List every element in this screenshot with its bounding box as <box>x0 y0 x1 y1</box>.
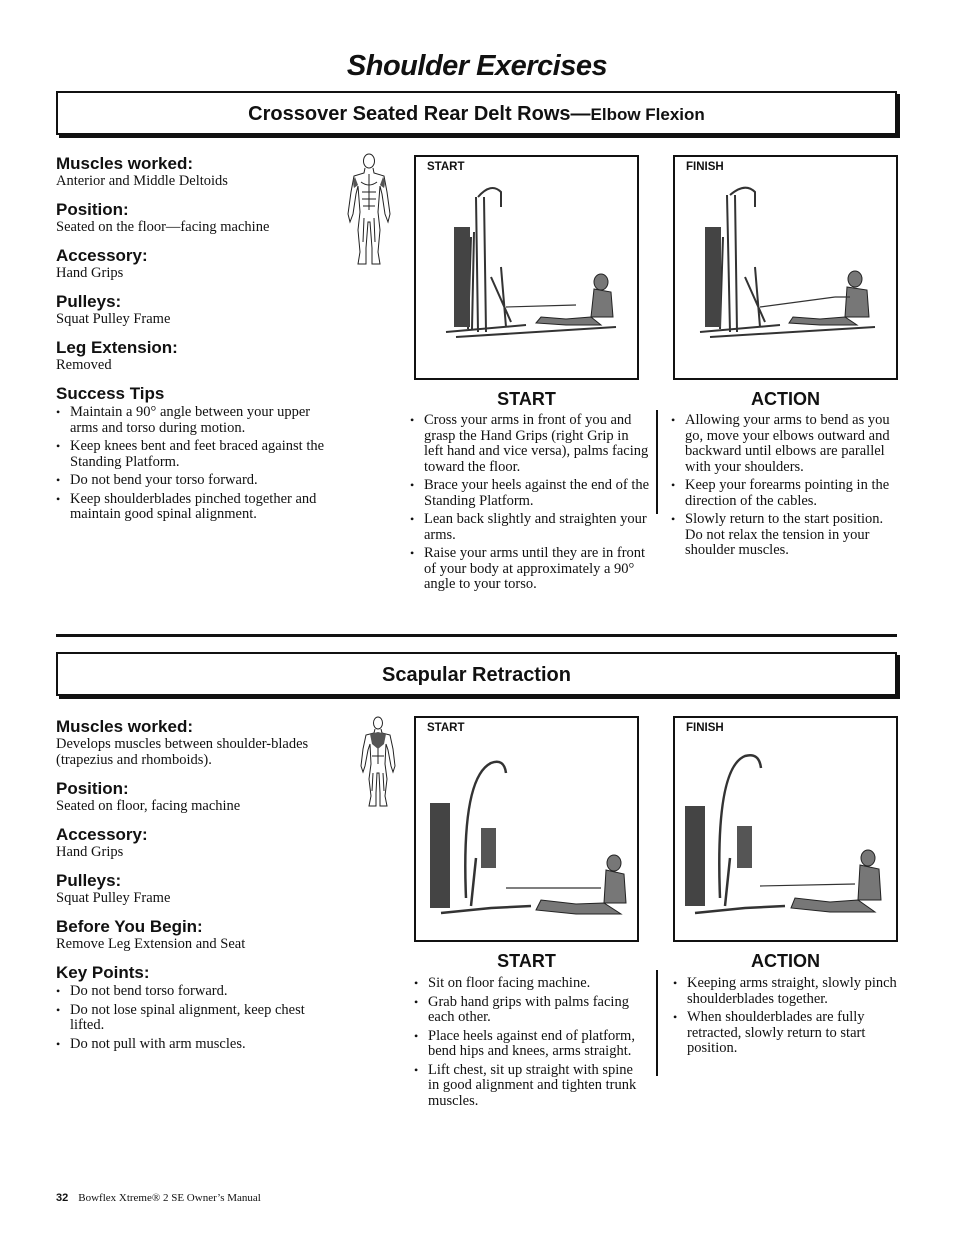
section1-title-box <box>56 91 897 135</box>
list-item: • When shoulderblades are fully retracted, slowly return to start position. <box>673 1010 899 1057</box>
list-item: • Lift chest, sit up straight with spine in good alignment and tighten trunk muscles. <box>414 1063 644 1110</box>
list-item: • Sit on floor facing machine. <box>414 976 644 992</box>
before-you-begin-value: Remove Leg Extension and Seat <box>56 936 246 952</box>
list-item: • Place heels against end of platform, bend hips and knees, arms straight. <box>414 1029 644 1060</box>
column-divider <box>656 970 658 1076</box>
section2-details <box>56 717 341 1055</box>
key-points-list <box>56 984 341 1052</box>
list-item: • Keep knees bent and feet braced against the Standing Platform. <box>56 439 341 470</box>
page-title: Shoulder Exercises <box>346 50 608 82</box>
machine-illustration <box>416 718 637 940</box>
pulleys-label: Pulleys: <box>56 292 122 311</box>
action-list <box>671 413 897 562</box>
start-heading: START <box>497 951 556 971</box>
accessory-value: Hand Grips <box>56 844 124 860</box>
start-photo <box>414 716 639 942</box>
muscles-value: Develops muscles between shoulder-blades (trapezius and rhomboids). <box>56 736 309 768</box>
start-list <box>410 413 650 596</box>
page-number: 32 <box>56 1192 69 1204</box>
list-item: • Slowly return to the start position. Do not relax the tension in your shoulder muscles. <box>671 512 897 559</box>
pulleys-value: Squat Pulley Frame <box>56 311 171 327</box>
leg-extension-value: Removed <box>56 357 112 373</box>
list-item: • Brace your heels against the end of the Standing Platform. <box>410 478 650 509</box>
position-value: Seated on the floor—facing machine <box>56 219 270 235</box>
list-item: • Allowing your arms to bend as you go, move your elbows outward and backward until elbows are parallel with your shoulders. <box>671 413 897 475</box>
photo-start-tag: START <box>427 161 465 173</box>
section2-title: Scapular Retraction <box>382 664 571 686</box>
machine-illustration <box>675 157 896 378</box>
page-footer <box>56 1192 261 1204</box>
manual-title: Bowflex Xtreme® 2 SE Owner’s Manual <box>78 1192 261 1204</box>
accessory-label: Accessory: <box>56 246 148 265</box>
list-item: • Do not pull with arm muscles. <box>56 1037 341 1053</box>
photo-finish-tag: FINISH <box>686 722 724 734</box>
start-heading: START <box>497 389 556 409</box>
action-list <box>673 976 899 1060</box>
muscles-label: Muscles worked: <box>56 154 193 173</box>
list-item: • Cross your arms in front of you and grasp the Hand Grips (right Grip in left hand and vice versa), palms facing toward the floor. <box>410 413 650 475</box>
anatomy-back-figure <box>358 716 398 810</box>
list-item: • Keep shoulderblades pinched together and maintain good spinal alignment. <box>56 492 341 523</box>
position-label: Position: <box>56 200 129 219</box>
list-item: • Grab hand grips with palms facing each other. <box>414 995 644 1026</box>
section2-title-box <box>56 652 897 696</box>
finish-photo <box>673 716 898 942</box>
accessory-value: Hand Grips <box>56 265 124 281</box>
photo-finish-tag: FINISH <box>686 161 724 173</box>
success-tips-label: Success Tips <box>56 384 165 403</box>
leg-extension-label: Leg Extension: <box>56 338 178 357</box>
column-divider <box>656 410 658 514</box>
section1-details <box>56 154 341 526</box>
pulleys-value: Squat Pulley Frame <box>56 890 171 906</box>
pulleys-label: Pulleys: <box>56 871 122 890</box>
muscles-value: Anterior and Middle Deltoids <box>56 173 228 189</box>
list-item: • Maintain a 90° angle between your upper arms and torso during motion. <box>56 405 341 436</box>
muscles-label: Muscles worked: <box>56 717 193 736</box>
position-value: Seated on floor, facing machine <box>56 798 241 814</box>
key-points-label: Key Points: <box>56 963 150 982</box>
action-heading: ACTION <box>751 389 820 409</box>
machine-illustration <box>416 157 637 378</box>
photo-start-tag: START <box>427 722 465 734</box>
list-item: • Do not lose spinal alignment, keep chest lifted. <box>56 1003 341 1034</box>
start-list <box>414 976 644 1112</box>
list-item: • Lean back slightly and straighten your arms. <box>410 512 650 543</box>
section-divider <box>56 634 897 637</box>
list-item: • Keeping arms straight, slowly pinch shoulderblades together. <box>673 976 899 1007</box>
list-item: • Do not bend your torso forward. <box>56 473 341 489</box>
finish-photo <box>673 155 898 380</box>
accessory-label: Accessory: <box>56 825 148 844</box>
section1-title: Crossover Seated Rear Delt Rows— <box>248 103 591 125</box>
action-heading: ACTION <box>751 951 820 971</box>
start-photo <box>414 155 639 380</box>
position-label: Position: <box>56 779 129 798</box>
anatomy-front-figure <box>344 152 394 268</box>
list-item: • Do not bend torso forward. <box>56 984 341 1000</box>
list-item: • Raise your arms until they are in front of your body at approximately a 90° angle to your torso. <box>410 546 650 593</box>
section1-subtitle: Elbow Flexion <box>590 105 705 124</box>
success-tips-list <box>56 405 341 523</box>
machine-illustration <box>675 718 896 940</box>
list-item: • Keep your forearms pointing in the direction of the cables. <box>671 478 897 509</box>
before-you-begin-label: Before You Begin: <box>56 917 203 936</box>
